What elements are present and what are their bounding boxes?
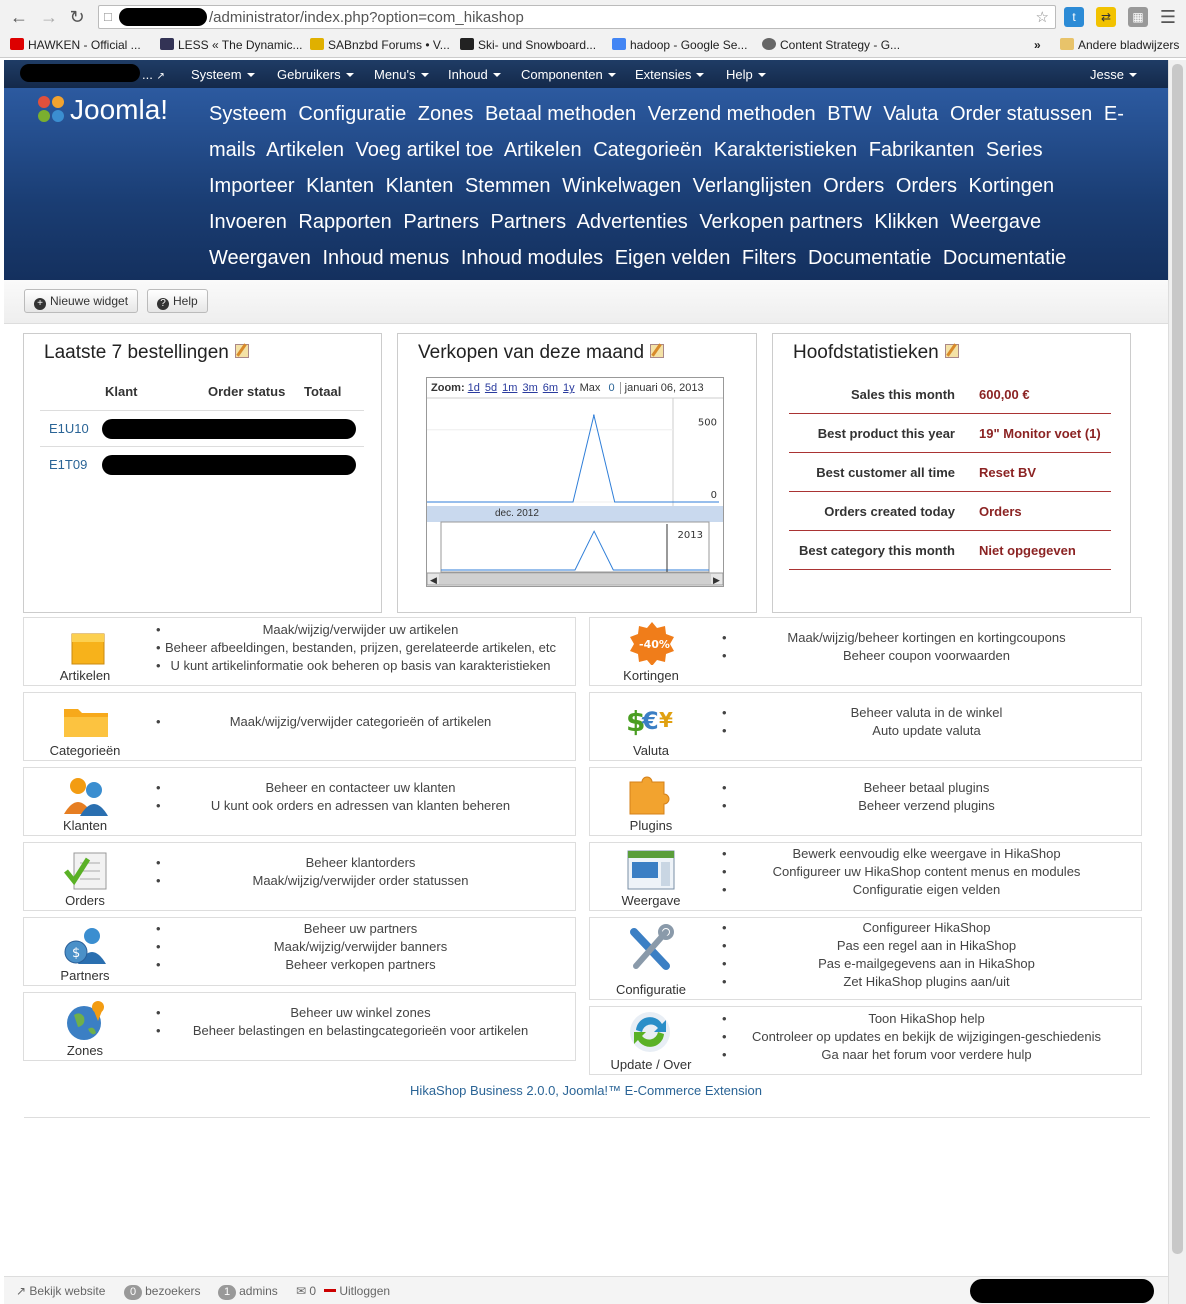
youtube-icon	[10, 38, 24, 50]
checklist-icon	[62, 849, 110, 891]
caret-icon	[421, 73, 429, 77]
redacted-order-details	[102, 419, 356, 439]
svg-text:¥: ¥	[659, 708, 673, 732]
globe-icon	[62, 999, 110, 1041]
bookmark[interactable]: Content Strategy - G...	[762, 38, 900, 52]
main-stats-panel	[772, 333, 1131, 613]
scrollbar-thumb[interactable]	[1172, 64, 1183, 1254]
tile-label: Artikelen	[59, 668, 111, 683]
address-bar[interactable]	[98, 5, 1056, 29]
tile-configuratie[interactable]	[589, 917, 1142, 1000]
submenu-link[interactable]: Artikelen	[503, 139, 582, 161]
tools-icon	[626, 924, 674, 974]
divider	[24, 1117, 1150, 1118]
tile-description: • Beheer uw partners • Maak/wijzig/verwijder banners • Beheer verkopen partners	[154, 920, 567, 974]
hikashop-version-link[interactable]: HikaShop Business 2.0.0, Joomla!™ E-Commerce Extension	[410, 1083, 762, 1098]
tile-label: Categorieën	[49, 743, 121, 758]
mail-icon: ✉	[296, 1284, 307, 1298]
caret-icon	[247, 73, 255, 77]
submenu-link[interactable]: Inhoud modules	[460, 247, 604, 269]
submenu-link[interactable]: Klanten	[306, 175, 374, 197]
edit-icon[interactable]	[650, 344, 664, 358]
folder-icon	[62, 699, 110, 741]
caret-icon	[493, 73, 501, 77]
zoom-option[interactable]: 6m	[542, 382, 559, 394]
stat-label: Sales this month	[850, 387, 955, 402]
scroll-right-arrow: ▶	[713, 576, 720, 586]
tile-description: • Beheer en contacteer uw klanten • U kunt ook orders en adressen van klanten beheren	[154, 779, 567, 815]
y-tick-label: 0	[710, 490, 717, 501]
y-tick-label: 500	[697, 417, 717, 429]
scroll-left-arrow: ◀	[430, 576, 437, 586]
other-bookmarks[interactable]: Andere bladwijzers	[1060, 38, 1179, 52]
tile-partners[interactable]	[23, 917, 576, 986]
view-site-link[interactable]: ↗ Bekijk website	[16, 1284, 106, 1298]
sales-chart	[426, 377, 724, 587]
submenu-link[interactable]: E-mails	[209, 103, 1124, 161]
url-text: /administrator/index.php?option=com_hikashop	[209, 9, 524, 26]
tile-label: Configuratie	[615, 982, 687, 997]
navigator-year-label: 2013	[677, 530, 703, 541]
tile-description: • Beheer valuta in de winkel • Auto update valuta	[720, 704, 1133, 740]
redacted-host	[119, 8, 207, 26]
bookmark[interactable]: hadoop - Google Se...	[612, 38, 747, 52]
site-suffix[interactable]: ... ↗	[142, 67, 165, 82]
component-header	[4, 88, 1168, 280]
box-icon	[64, 624, 112, 666]
users-icon	[60, 774, 108, 816]
navigator-frame	[441, 522, 709, 572]
bookmark[interactable]: LESS « The Dynamic...	[160, 38, 303, 52]
stat-label: Best category this month	[798, 543, 955, 558]
menu-componenten[interactable]: Componenten	[521, 67, 616, 82]
status-bar	[4, 1276, 1168, 1304]
submenu-link[interactable]: Klanten	[385, 175, 454, 197]
x-axis-month-label: dec. 2012	[495, 508, 539, 519]
tile-label: Weergave	[621, 893, 681, 908]
submenu-link[interactable]: Importeer	[209, 175, 295, 197]
tile-artikelen[interactable]	[23, 617, 576, 686]
svg-text:$: $	[72, 946, 81, 961]
redacted-site-name	[20, 64, 140, 82]
zoom-option[interactable]: 5d	[484, 382, 498, 394]
visitors-count: 0 bezoekers	[124, 1284, 201, 1300]
panel-title: Laatste 7 bestellingen	[44, 342, 249, 364]
external-link-icon: ↗	[156, 71, 165, 82]
tile-weergave[interactable]	[589, 842, 1142, 911]
minus-icon	[324, 1289, 336, 1292]
caret-icon	[1129, 73, 1137, 77]
user-menu[interactable]: Jesse	[1090, 67, 1137, 82]
submenu-link[interactable]: Orders	[895, 175, 957, 197]
tile-update[interactable]	[589, 1006, 1142, 1075]
tile-label: Kortingen	[623, 668, 679, 683]
tile-label: Plugins	[629, 818, 673, 833]
stat-label: Orders created today	[824, 504, 955, 519]
submenu-link[interactable]: Kortingen	[968, 175, 1055, 197]
menu-help[interactable]: Help	[726, 67, 766, 82]
menu-menus[interactable]: Menu's	[374, 67, 429, 82]
tile-label: Klanten	[62, 818, 108, 833]
series-line	[427, 415, 719, 502]
submenu-link[interactable]: Verzend methoden	[647, 103, 816, 125]
menu-gebruikers[interactable]: Gebruikers	[277, 67, 354, 82]
tile-description: • Maak/wijzig/verwijder categorieën of artikelen	[154, 713, 567, 731]
submenu-link[interactable]: Betaal methoden	[484, 103, 637, 125]
stat-value[interactable]: Orders	[979, 504, 1022, 519]
chart-canvas	[427, 378, 723, 586]
caret-icon	[346, 73, 354, 77]
svg-text:-40%: -40%	[639, 638, 670, 651]
tile-description: • Configureer HikaShop • Pas een regel aan in HikaShop • Pas e-mailgegevens aan in HikaShop • Zet HikaShop plugins aan/uit	[720, 919, 1133, 991]
zoom-option[interactable]: 1m	[502, 382, 518, 394]
joomla-logo-icon	[38, 96, 66, 124]
submenu-link[interactable]: Invoeren	[209, 211, 287, 233]
tile-plugins[interactable]	[589, 767, 1142, 836]
tile-klanten[interactable]	[23, 767, 576, 836]
sales-panel	[397, 333, 757, 613]
stat-row	[789, 375, 1111, 414]
stat-label: Best product this year	[817, 426, 955, 441]
external-link-icon: ↗	[16, 1284, 27, 1298]
order-link[interactable]: E1U10	[49, 421, 89, 436]
table-row	[40, 446, 364, 482]
data-point	[593, 414, 595, 416]
submenu-link[interactable]: Orders	[823, 175, 885, 197]
submenu-link[interactable]: Voeg artikel toe	[355, 139, 494, 161]
tile-label: Zones	[66, 1043, 104, 1058]
tile-orders[interactable]	[23, 842, 576, 911]
edit-icon[interactable]	[945, 344, 959, 358]
submenu-link[interactable]: Valuta	[883, 103, 939, 125]
panel-title: Verkopen van deze maand	[418, 342, 664, 364]
submenu-link[interactable]: Partners	[403, 211, 479, 233]
column-header: Order status	[208, 384, 286, 399]
content-icon	[762, 38, 776, 50]
bookmark[interactable]: HAWKEN - Official ...	[10, 38, 141, 52]
column-header: Klant	[105, 384, 138, 399]
redacted-order-details	[102, 455, 356, 475]
svg-text:€: €	[642, 707, 659, 735]
stat-row	[789, 531, 1111, 570]
joomla-logo: Joomla!	[38, 94, 168, 126]
zoom-label: Zoom:	[431, 382, 465, 394]
submenu-link[interactable]: Zones	[417, 103, 474, 125]
forward-icon[interactable]: →	[40, 7, 58, 27]
stat-label: Best customer all time	[816, 465, 955, 480]
currency-icon	[626, 699, 674, 741]
menu-extensies[interactable]: Extensies	[635, 67, 704, 82]
submenu-link[interactable]: Weergave	[950, 211, 1042, 233]
zoom-option[interactable]: 1d	[467, 382, 480, 394]
stat-value[interactable]: Reset BV	[979, 465, 1037, 480]
submenu-link[interactable]: Filters	[741, 247, 797, 269]
folder-icon	[1060, 38, 1074, 50]
submenu-link[interactable]: Inhoud menus	[322, 247, 450, 269]
submenu-link[interactable]: Documentatie	[807, 247, 932, 269]
order-link[interactable]: E1T09	[49, 457, 88, 472]
new-widget-button[interactable]: + Nieuwe widget	[24, 289, 138, 313]
partners-icon	[60, 924, 108, 966]
caret-icon	[758, 73, 766, 77]
stat-row	[789, 414, 1111, 453]
submenu-link[interactable]: Karakteristieken	[713, 139, 858, 161]
tile-label: Valuta	[633, 743, 669, 758]
reload-icon[interactable]: ↻	[69, 7, 85, 27]
tile-description: • Bewerk eenvoudig elke weergave in HikaShop • Configureer uw HikaShop content menus en modules • Configuratie eigen velden	[720, 845, 1133, 899]
tile-description: • Beheer klantorders • Maak/wijzig/verwijder order statussen	[154, 854, 567, 890]
tile-description: • Beheer betaal plugins • Beheer verzend plugins	[720, 779, 1133, 815]
submenu-link[interactable]: BTW	[827, 103, 872, 125]
submenu-link[interactable]: Rapporten	[298, 211, 392, 233]
puzzle-icon	[626, 774, 674, 816]
edit-icon[interactable]	[235, 344, 249, 358]
bookmark[interactable]: SABnzbd Forums • V...	[310, 38, 450, 52]
column-header: Totaal	[304, 384, 342, 399]
submenu-link[interactable]: Advertenties	[576, 211, 688, 233]
tile-description: • Beheer uw winkel zones • Beheer belastingen en belastingcategorieën voor artikelen	[154, 1004, 567, 1040]
chart-scrollbar-thumb	[439, 574, 711, 584]
stat-row	[789, 453, 1111, 492]
submenu-link[interactable]: Partners	[490, 211, 567, 233]
caret-icon	[696, 73, 704, 77]
submenu-link[interactable]: Weergaven	[209, 247, 311, 269]
latest-orders-panel	[23, 333, 382, 613]
admins-count: 1 admins	[218, 1284, 278, 1300]
submenu-link[interactable]: Configuratie	[298, 103, 407, 125]
extension2-icon[interactable]: ▦	[1128, 7, 1148, 27]
stat-row	[789, 492, 1111, 531]
bookmarks-bar	[0, 34, 1186, 58]
zoom-option[interactable]: 1y	[563, 382, 575, 394]
page-icon: □	[104, 9, 112, 24]
tile-label: Partners	[60, 968, 110, 983]
svg-text:$: $	[626, 705, 646, 738]
menu-icon[interactable]: ☰	[1159, 7, 1177, 27]
google-icon	[612, 38, 626, 50]
refresh-icon	[626, 1010, 674, 1052]
back-icon[interactable]: ←	[10, 7, 28, 27]
submenu-link[interactable]: Klikken	[874, 211, 939, 233]
browser-toolbar	[0, 0, 1186, 34]
menu-systeem[interactable]: Systeem	[191, 67, 255, 82]
panel-title: Hoofdstatistieken	[793, 342, 959, 364]
tile-label: Orders	[65, 893, 105, 908]
range-date: januari 06, 2013	[620, 382, 704, 394]
discount-badge-icon	[628, 621, 676, 663]
tile-categorieen[interactable]	[23, 692, 576, 761]
less-icon	[160, 38, 174, 50]
submenu-link[interactable]: Documentatie	[942, 247, 1067, 269]
submenu-link[interactable]: Artikelen	[266, 139, 344, 161]
ski-icon	[460, 38, 474, 50]
admin-menu-bar	[4, 60, 1168, 88]
layout-icon	[626, 849, 674, 891]
more-bookmarks[interactable]: »	[1034, 38, 1041, 52]
bookmark[interactable]: Ski- und Snowboard...	[460, 38, 596, 52]
extension-icon[interactable]: ⇄	[1096, 7, 1116, 27]
logout-link[interactable]: Uitloggen	[324, 1284, 390, 1298]
page-scrollbar[interactable]	[1168, 60, 1186, 1304]
tile-kortingen[interactable]	[589, 617, 1142, 686]
help-button[interactable]: ? Help	[147, 289, 208, 313]
stat-value: 600,00 €	[979, 387, 1030, 402]
tile-description: • Toon HikaShop help • Controleer op updates en bekijk de wijzigingen-geschiedenis • Ga naar het forum voor verdere hulp	[720, 1010, 1133, 1064]
sabnzbd-icon	[310, 38, 324, 50]
submenu-link[interactable]: Series	[985, 139, 1043, 161]
tile-zones[interactable]	[23, 992, 576, 1061]
messages-count[interactable]: ✉ 0	[296, 1284, 317, 1298]
submenu-link[interactable]: Verkopen partners	[699, 211, 863, 233]
question-icon: ?	[157, 298, 169, 310]
star-icon[interactable]: ☆	[1035, 9, 1049, 26]
submenu-link[interactable]: Order statussen	[950, 103, 1093, 125]
submenu-link[interactable]: Verlanglijsten	[692, 175, 812, 197]
stat-value[interactable]: 19" Monitor voet (1)	[979, 426, 1101, 441]
stat-value[interactable]: Niet opgegeven	[979, 543, 1076, 558]
tile-valuta[interactable]	[589, 692, 1142, 761]
submenu-link[interactable]: Systeem	[209, 103, 287, 125]
menu-inhoud[interactable]: Inhoud	[448, 67, 501, 82]
submenu-link[interactable]: Stemmen	[464, 175, 551, 197]
x-axis-band	[427, 506, 723, 522]
caret-icon	[608, 73, 616, 77]
zoom-option[interactable]: Max	[579, 382, 601, 394]
tile-description: • Maak/wijzig/beheer kortingen en kortingcoupons • Beheer coupon voorwaarden	[720, 629, 1133, 665]
twitter-icon[interactable]: t	[1064, 7, 1084, 27]
submenu-link[interactable]: Eigen velden	[614, 247, 731, 269]
submenu-link[interactable]: Fabrikanten	[868, 139, 975, 161]
tile-description: • Maak/wijzig/verwijder uw artikelen • Beheer afbeeldingen, bestanden, prijzen, gerelateerde artikelen, etc • U kunt artikelinformatie ook beheren op basis van karakteristieken	[154, 621, 567, 675]
redacted-copyright	[970, 1279, 1154, 1303]
toolbar	[4, 280, 1168, 324]
submenu-link[interactable]: Categorieën	[593, 139, 703, 161]
table-row	[40, 410, 364, 446]
tile-label: Update / Over	[610, 1057, 692, 1072]
submenu-link[interactable]: Winkelwagen	[562, 175, 682, 197]
range-start: 0	[608, 382, 615, 394]
zoom-option[interactable]: 3m	[522, 382, 538, 394]
plus-icon: +	[34, 298, 46, 310]
